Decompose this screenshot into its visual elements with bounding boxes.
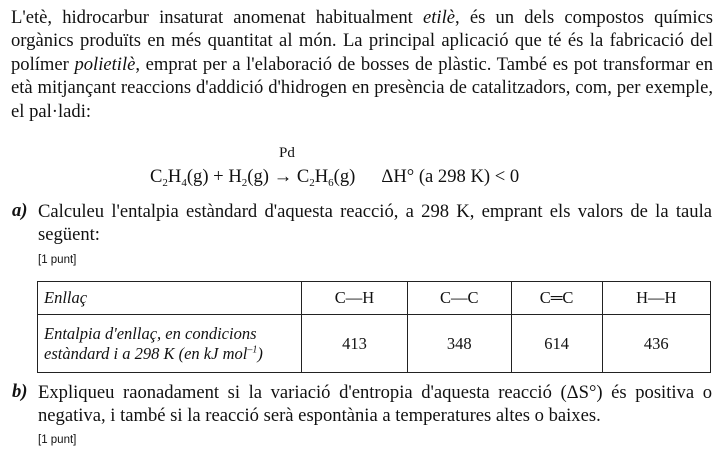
row-label-close: ) bbox=[257, 343, 263, 363]
question-a-points: [1 punt] bbox=[38, 254, 77, 266]
eq-sub: 2 bbox=[162, 177, 168, 189]
eq-h: H bbox=[167, 166, 182, 187]
table-value-row bbox=[38, 315, 711, 373]
row-label-line1: Entalpia d'enllaç, en condicions bbox=[44, 323, 257, 343]
eq-c: C bbox=[296, 166, 310, 187]
intro-term-etile: etilè bbox=[423, 7, 456, 28]
reaction-equation bbox=[150, 166, 519, 188]
bond-enthalpy-table bbox=[37, 281, 711, 373]
intro-text-2: , és un dels compostos químics orgànics produïts en més quantitat al món. La principal aplicació que té és la fabricació del polímer bbox=[11, 7, 713, 75]
eq-state: (g) + bbox=[186, 166, 229, 187]
intro-text-3: , emprat per a l'elaboració de bosses de plàstic. També es pot transformar en età mitjançant reaccions d'addició d'hidrogen en presència de catalitzadors, com, per exemple, el pal·ladi: bbox=[11, 53, 713, 122]
table-header-row bbox=[38, 282, 711, 315]
eq-enthalpy-symbol: ΔH° bbox=[381, 166, 415, 187]
intro-paragraph bbox=[11, 6, 713, 123]
question-a-text: Calculeu l'entalpia estàndard d'aquesta reacció, a 298 K, emprant els valors de la taula següent: bbox=[38, 201, 712, 246]
table-row-label bbox=[38, 315, 302, 373]
eq-sub: 2 bbox=[241, 177, 248, 189]
eq-state: (g) bbox=[333, 166, 356, 187]
enthalpy-value: 614 bbox=[511, 315, 602, 373]
enthalpy-value: 348 bbox=[407, 315, 511, 373]
row-label-line2: estàndard i a 298 K (en kJ mol bbox=[44, 343, 248, 363]
catalyst-label: Pd bbox=[279, 145, 295, 161]
eq-sub: 6 bbox=[328, 177, 334, 189]
eq-h: H bbox=[314, 166, 329, 187]
eq-state-arrow: (g) → bbox=[247, 166, 297, 187]
question-b-text: Expliqueu raonadament si la variació d'entropia d'aquesta reacció (ΔS°) és positiva o negativa, i també si la reacció serà espontània a temperatures altes o baixes. bbox=[38, 382, 712, 427]
eq-sub: 4 bbox=[181, 177, 187, 189]
eq-enthalpy-condition: (a 298 K) < 0 bbox=[414, 166, 520, 187]
enthalpy-value: 413 bbox=[302, 315, 408, 373]
bond-header: C═C bbox=[511, 282, 602, 315]
intro-text-1: L'etè, hidrocarbur insaturat anomenat habitualment bbox=[11, 7, 424, 28]
eq-h: H bbox=[228, 166, 242, 187]
eq-sub: 2 bbox=[309, 177, 315, 189]
row-label-exponent: –1 bbox=[247, 344, 258, 355]
bond-header: C—C bbox=[407, 282, 511, 315]
question-b-points: [1 punt] bbox=[38, 434, 77, 446]
question-b-letter: b) bbox=[12, 381, 28, 402]
intro-term-polietile: polietilè bbox=[74, 53, 136, 75]
enthalpy-value: 436 bbox=[602, 315, 710, 373]
table-header-label: Enllaç bbox=[38, 282, 302, 315]
bond-header: H—H bbox=[602, 282, 710, 315]
bond-header: C—H bbox=[302, 282, 408, 315]
eq-c: C bbox=[150, 166, 163, 187]
question-a-letter: a) bbox=[12, 200, 28, 221]
